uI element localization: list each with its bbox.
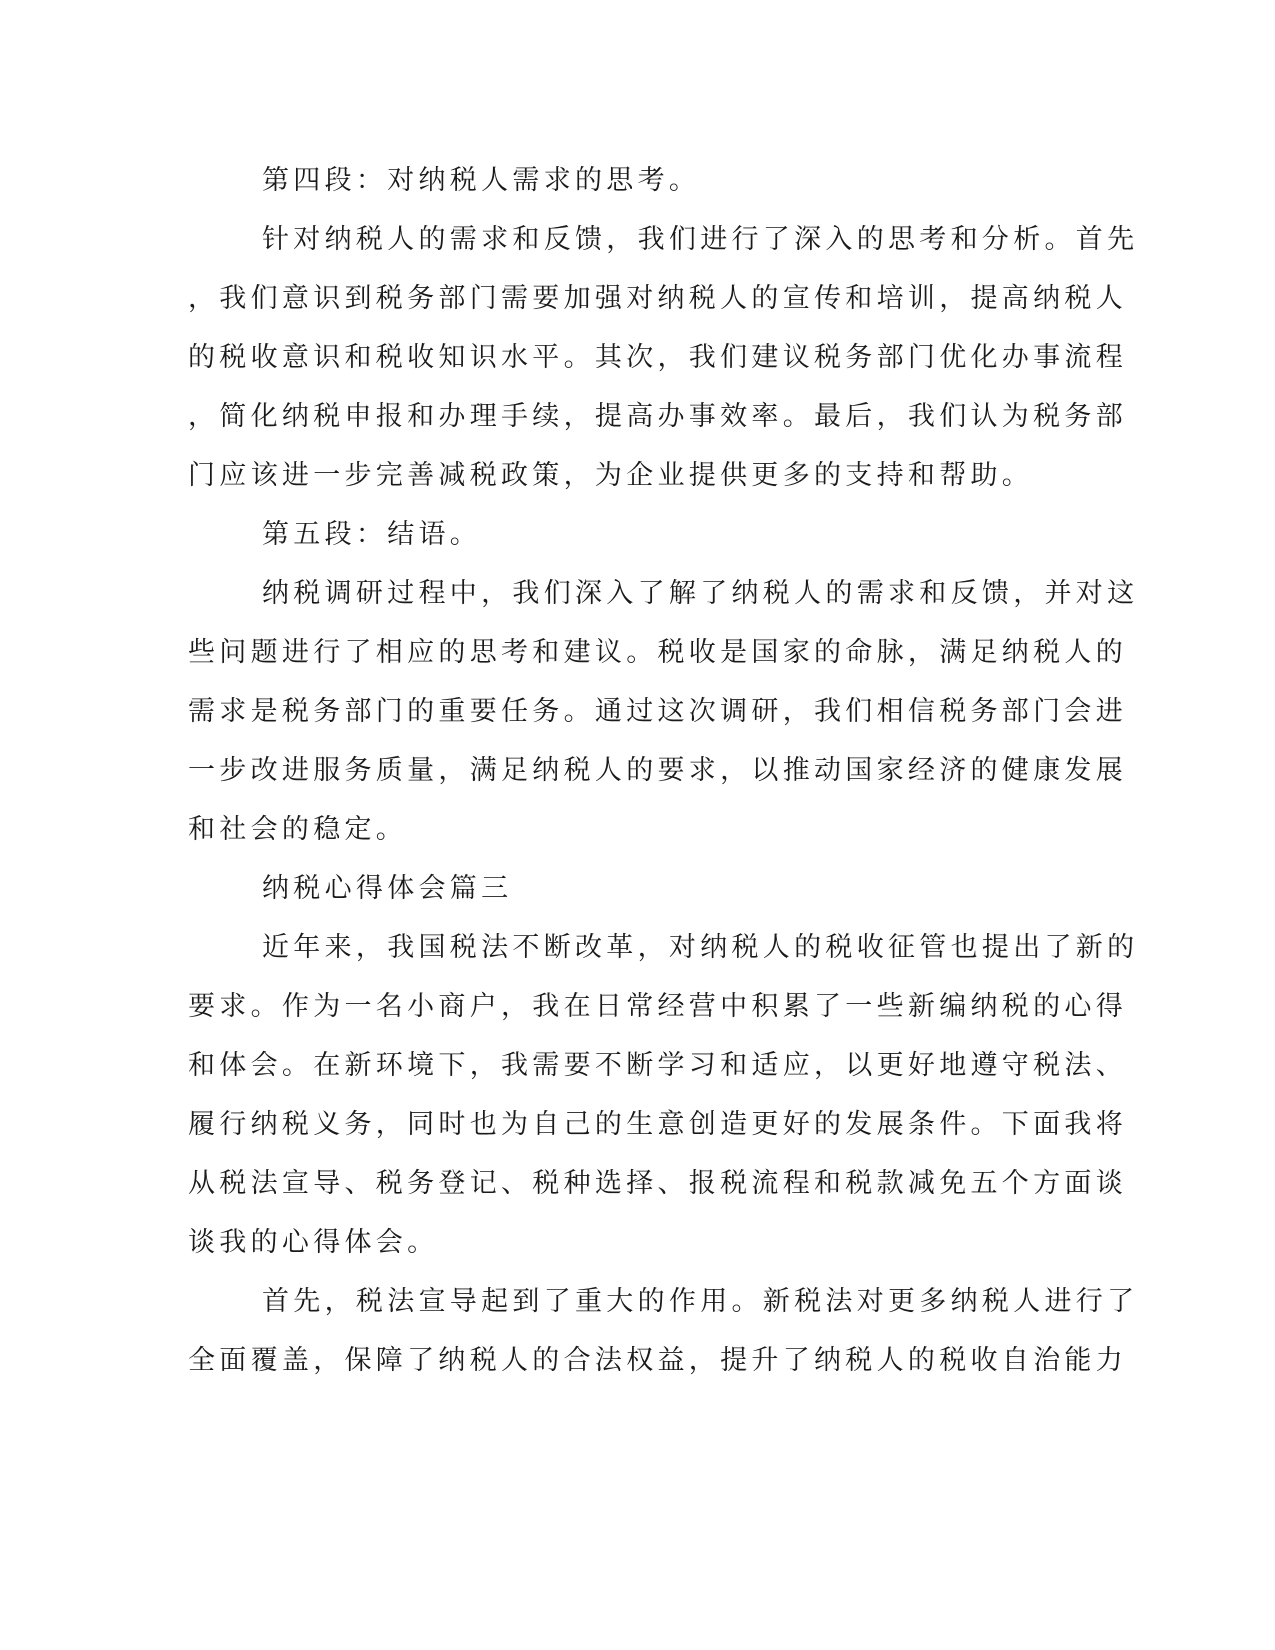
paragraph-line: ，我们意识到税务部门需要加强对纳税人的宣传和培训，提高纳税人 (188, 283, 1127, 314)
paragraph-line: 些问题进行了相应的思考和建议。税收是国家的命脉，满足纳税人的 (188, 637, 1127, 668)
paragraph-line: 从税法宣导、税务登记、税种选择、报税流程和税款减免五个方面谈 (188, 1168, 1127, 1199)
paragraph-line: 全面覆盖，保障了纳税人的合法权益，提升了纳税人的税收自治能力 (188, 1345, 1127, 1376)
paragraph-line: 一步改进服务质量，满足纳税人的要求，以推动国家经济的健康发展 (188, 755, 1127, 786)
paragraph-line: 和体会。在新环境下，我需要不断学习和适应，以更好地遵守税法、 (188, 1050, 1127, 1081)
paragraph-line: 谈我的心得体会。 (188, 1227, 439, 1258)
paragraph-line: 履行纳税义务，同时也为自己的生意创造更好的发展条件。下面我将 (188, 1109, 1127, 1140)
paragraph-line: ，简化纳税申报和办理手续，提高办事效率。最后，我们认为税务部 (188, 401, 1127, 432)
paragraph-line: 近年来，我国税法不断改革，对纳税人的税收征管也提出了新的 (262, 932, 1139, 963)
section-heading-4: 第四段：对纳税人需求的思考。 (262, 165, 701, 196)
article-title: 纳税心得体会篇三 (262, 873, 513, 904)
paragraph-line: 针对纳税人的需求和反馈，我们进行了深入的思考和分析。首先 (262, 224, 1139, 255)
paragraph-line: 要求。作为一名小商户，我在日常经营中积累了一些新编纳税的心得 (188, 991, 1127, 1022)
section-heading-5: 第五段：结语。 (262, 519, 482, 550)
paragraph-line: 门应该进一步完善减税政策，为企业提供更多的支持和帮助。 (188, 460, 1034, 491)
paragraph-line: 首先，税法宣导起到了重大的作用。新税法对更多纳税人进行了 (262, 1286, 1139, 1317)
paragraph-line: 和社会的稳定。 (188, 814, 408, 845)
paragraph-line: 需求是税务部门的重要任务。通过这次调研，我们相信税务部门会进 (188, 696, 1127, 727)
paragraph-line: 纳税调研过程中，我们深入了解了纳税人的需求和反馈，并对这 (262, 578, 1139, 609)
paragraph-line: 的税收意识和税收知识水平。其次，我们建议税务部门优化办事流程 (188, 342, 1127, 373)
